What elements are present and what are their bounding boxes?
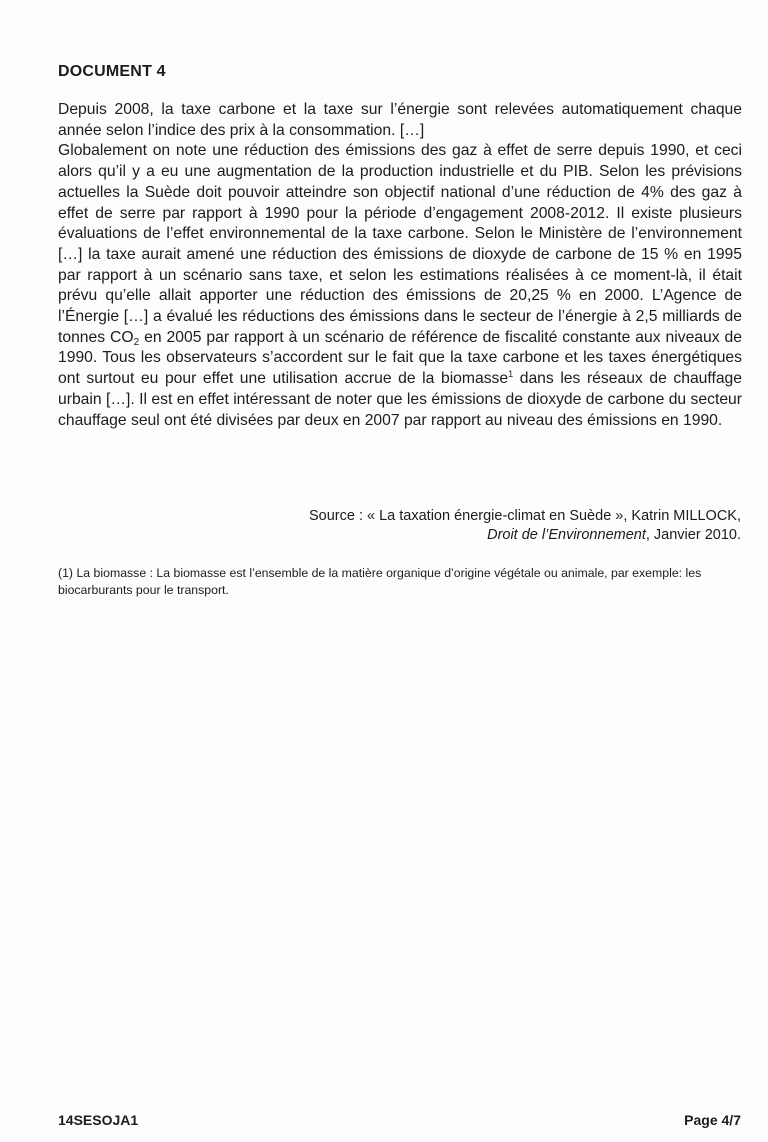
source-line-2 xyxy=(57,526,741,545)
document-body xyxy=(58,100,742,431)
footnote-reference: 1 xyxy=(508,369,514,380)
source-publication: Droit de l’Environnement xyxy=(487,527,646,543)
paragraph-2-part-a: Globalement on note une réduction des émissions des gaz à effet de serre depuis 1990, et ceci alors qu’il y a eu une augmentation de la production industrielle et du PIB. Selon les prévisions actuelles la Suède doit pouvoir atteindre son objectif national d’une réduction de 4% des gaz à effet de serre par rapport à 1990 pour la période d’engagement 2008-2012. Il existe plusieurs évaluations de l’effet environnemental de la taxe carbone. Selon le Ministère de l’environnement […] la taxe aurait amené une réduction des émissions de dioxyde de carbone de 15 % en 1995 par rapport à un scénario sans taxe, et selon les estimations réalisées à ce moment-là, il était prévu qu’elle allait apporter une réduction des émissions de 20,25 % en 2000. L’Agence de l’Énergie […] a évalué les réductions des émissions dans le secteur de l’énergie à 2,5 milliards de tonnes CO xyxy=(58,142,742,346)
footer-page-number: Page 4/7 xyxy=(684,1112,741,1128)
paragraph-2-part-c: dans les réseaux de chauffage urbain […]. Il est en effet intéressant de noter que les émissions de dioxyde de carbone du secteur chauffage seul ont été divisées par deux en 2007 par rapport au niveau des émissions en 1990. xyxy=(58,370,742,429)
source-line-1: Source : « La taxation énergie-climat en Suède », Katrin MILLOCK, xyxy=(308,508,741,524)
paragraph-2 xyxy=(58,141,742,431)
footnote: (1) La biomasse : La biomasse est l’ensemble de la matière organique d’origine végétale ou animale, par exemple: les biocarburants pour le transport. xyxy=(58,566,702,597)
footer-exam-code: 14SESOJA1 xyxy=(58,1112,139,1128)
source-date: , Janvier 2010. xyxy=(645,527,741,543)
source-citation xyxy=(57,507,741,545)
co2-subscript: 2 xyxy=(133,336,140,348)
paragraph-2-part-b: en 2005 par rapport à un scénario de référence de fiscalité constante aux niveaux de 1990. Tous les observateurs s’accordent sur le fait que la taxe carbone et les taxes énergétiques ont surtout eu pour effet une utilisation accrue de la biomasse xyxy=(58,328,742,388)
document-title: DOCUMENT 4 xyxy=(58,63,166,80)
paragraph-1: Depuis 2008, la taxe carbone et la taxe sur l’énergie sont relevées automatiquement chaque année selon l’indice des prix à la consommation. […] xyxy=(58,101,742,139)
